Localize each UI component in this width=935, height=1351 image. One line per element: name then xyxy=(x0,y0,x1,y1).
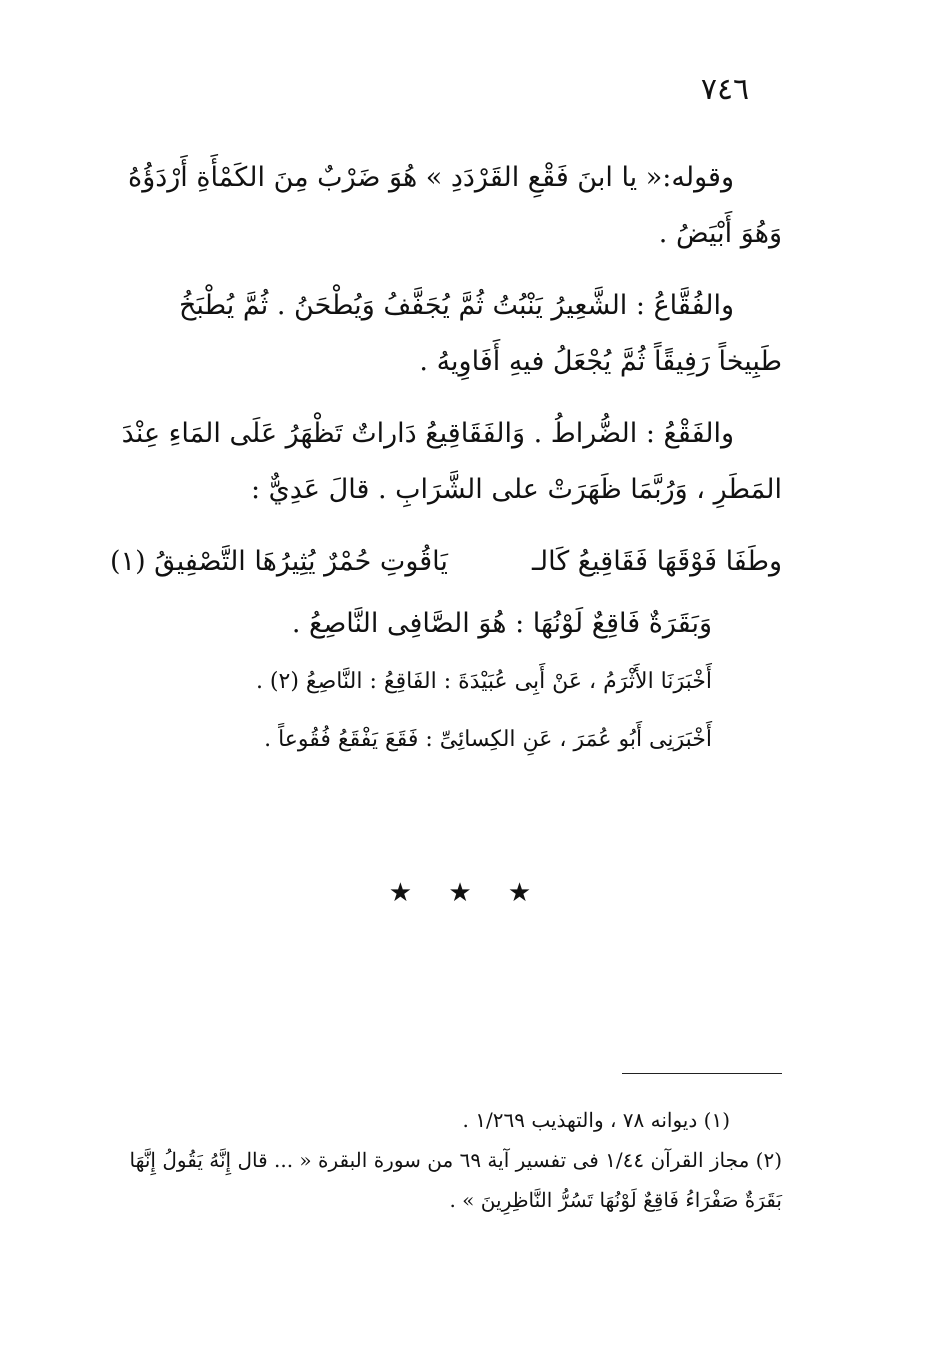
section-separator: ★ ★ ★ xyxy=(388,878,546,908)
poetry-verse xyxy=(110,534,782,590)
paragraph-faqaqi: والفَقْعُ : الضُّراطُ . وَالفَقَاقِيعُ دَاراتٌ تَظْهَرُ عَلَى المَاءِ عِنْدَ المَطَرِ ، وَرُبَّمَا ظَهَرَتْ على الشَّرَابِ . قالَ عَدِيٌّ : xyxy=(121,418,782,505)
paragraph-fuqqa: والفُقَّاعُ : الشَّعِيرُ يَنْبُتُ ثُمَّ يُجَفَّفُ وَيُطْحَنُ . ثُمَّ يُطْبَخُ طَبِيخاً رَفِيقًاً ثُمَّ يُجْعَلُ فيهِ أَفَاوِيهُ . xyxy=(179,290,782,377)
footnote-2: (٢) مجاز القرآن ١/٤٤ فى تفسير آية ٦٩ من سورة البقرة « ... قال إِنَّهُ يَقُولُ إِنَّهَا بَقَرَةٌ صَفْرَاءُ فَاقِعٌ لَوْنُهَا تَسُرُّ النَّاظِرِينَ » . xyxy=(129,1148,782,1212)
footnote-divider xyxy=(622,1073,782,1074)
paragraph-qardad: وقوله:« يا ابنَ فَقْعِ القَرْدَدِ » هُوَ ضَرْبٌ مِنَ الكَمْأَةِ أَرْدَؤُهُ وَهُوَ أَبْيَضُ . xyxy=(128,162,782,249)
footnotes xyxy=(110,1100,782,1220)
main-text xyxy=(110,150,782,768)
verse-second-hemistich: يَاقُوتِ حُمْرٌ يُثِيرُهَا التَّصْفِيقُ (١) xyxy=(110,546,448,577)
line-athram: أَخْبَرَنَا الأَثْرَمُ ، عَنْ أَبِى عُبَيْدَةَ : الفَاقِعُ : النَّاصِعُ (٢) . xyxy=(255,669,712,694)
footnote-1: (١) ديوانه ٧٨ ، والتهذيب ١/٢٦٩ . xyxy=(462,1108,730,1132)
verse-first-hemistich: وطَفَا فَوْقَهَا فَقَاقِيعُ كَالـ xyxy=(531,546,782,577)
line-kisai: أَخْبَرَنِى أَبُو عُمَرَ ، عَنِ الكِسائِىِّ : فَقَعَ يَفْقَعُ فُقُوعاً . xyxy=(264,727,712,752)
line-cow: وَبَقَرَةٌ فَاقِعٌ لَوْنُهَا : هُوَ الصَّافِى النَّاصِعُ . xyxy=(291,608,712,639)
page-number: ٧٤٦ xyxy=(700,72,750,107)
